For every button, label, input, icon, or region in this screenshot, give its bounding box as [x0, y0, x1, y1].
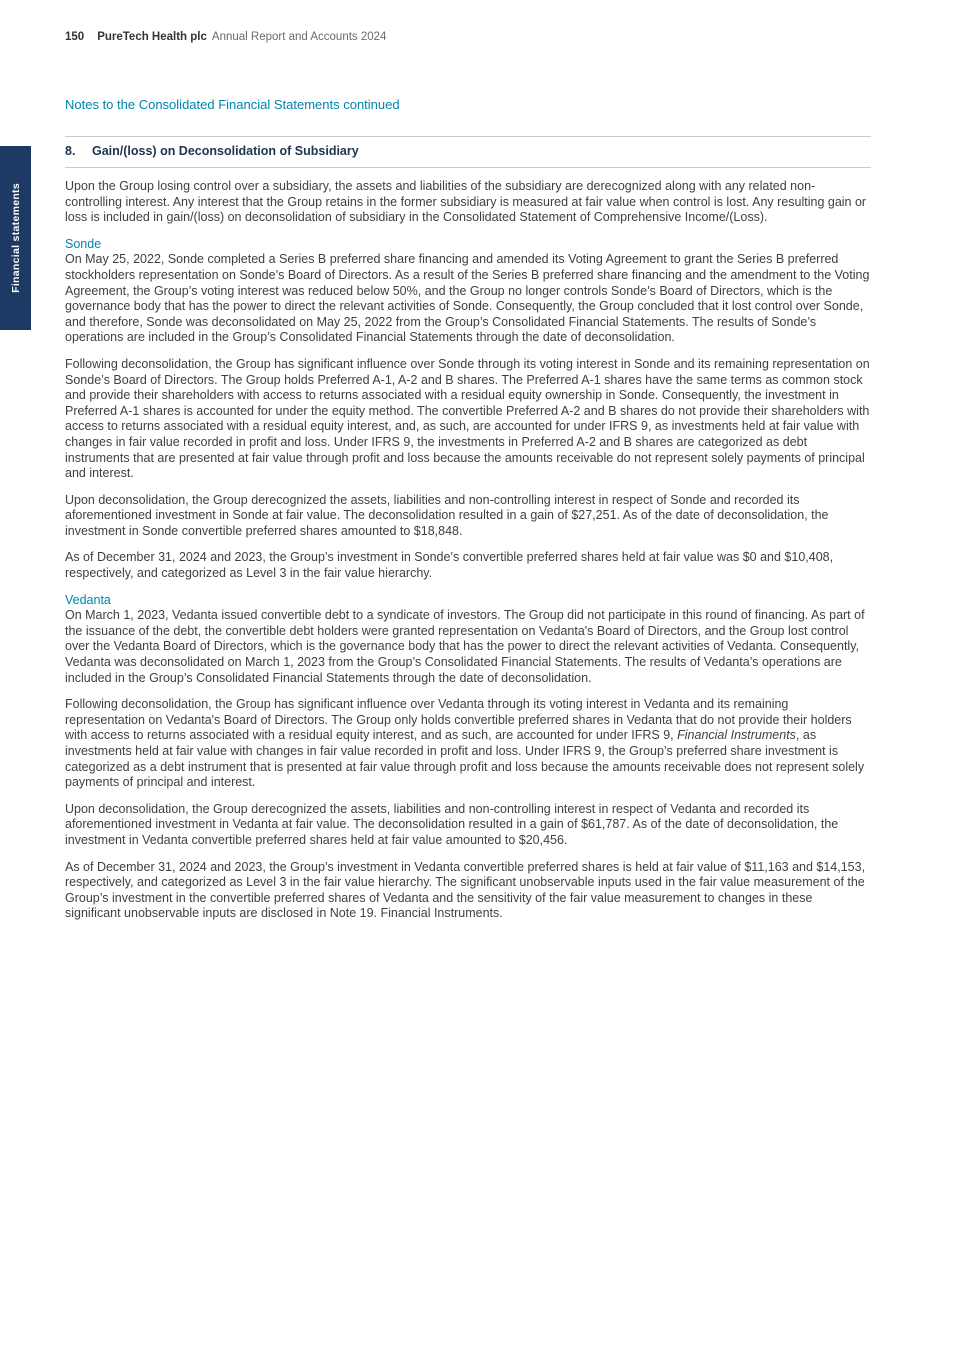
page-header [65, 31, 386, 43]
report-title: Annual Report and Accounts 2024 [211, 31, 387, 43]
notes-heading: Notes to the Consolidated Financial Statements continued [65, 97, 400, 112]
vedanta-paragraph-2-pre: Following deconsolidation, the Group has significant influence over Vedanta through its voting interest in Vedanta and its remaining representation on Vedanta's Board of Directors. The Group only holds convertible preferred shares in Vedanta that do not provide their holders with access to returns associated with a residual equity interest, and as such, are accounted for under IFRS 9, [65, 697, 852, 743]
vedanta-paragraph-2-post: , as investments held at fair value with changes in fair value recorded in profit and loss. Under IFRS 9, the Group’s preferred share investment is categorized as a debt instrument that is presented at fair value through profit and loss because the amounts receivable does not represent solely payments of principal and interest. [65, 728, 865, 790]
sonde-paragraph-4: As of December 31, 2024 and 2023, the Group’s investment in Sonde’s convertible preferred shares held at fair value was $0 and $10,408, respectively, and categorized as Level 3 in the fair value hierarchy. [65, 550, 834, 581]
intro-paragraph: Upon the Group losing control over a subsidiary, the assets and liabilities of the subsidiary are derecognized along with any related non-controlling interest. Any interest that the Group retains in the former subsidiary is measured at fair value when control is lost. Any resulting gain or loss is included in gain/(loss) on deconsolidation of subsidiary in the Consolidated Statement of Comprehensive Income/(Loss). [65, 179, 867, 225]
section-tab-label: Financial statements [9, 183, 22, 293]
sonde-heading: Sonde [65, 236, 102, 251]
section-tab-financial-statements [0, 146, 31, 330]
sonde-paragraph-2: Following deconsolidation, the Group has significant influence over Sonde through its voting interest in Sonde and its remaining representation on Sonde’s Board of Directors. The Group holds Preferred A-1, A-2 and B shares. The Preferred A-1 shares have the same terms as common stock and provide their shareholders with access to returns associated with a residual equity ownership in Sonde. Consequently, the investment in Preferred A-1 shares is accounted for under the equity method. The convertible Preferred A-2 and B shares do not provide their shareholders with access to returns associated with a residual equity interest, and, as such, are accounted for under IFRS 9, as investments held at fair value with changes in fair value recorded in profit and loss. Under IFRS 9, the investments in Preferred A-2 and B shares are categorized as debt instruments that are presented at fair value through profit and loss because the amounts receivable do not represent solely payments of principal and interest. [65, 356, 870, 481]
divider-top [65, 136, 871, 137]
vedanta-paragraph-1: On March 1, 2023, Vedanta issued convertible debt to a syndicate of investors. The Group did not participate in this round of financing. As part of the issuance of the debt, the convertible debt holders were granted representation on Vedanta's Board of Directors, and the Group lost control over the Vedanta Board of Directors, which is the governance body that has the power to direct the relevant activities of Vedanta. Consequently, Vedanta was deconsolidated on March 1, 2023 from the Group’s Consolidated Financial Statements. The results of Vedanta’s operations are included in the Group’s Consolidated Financial Statements through the date of deconsolidation. [65, 608, 865, 685]
vedanta-heading: Vedanta [65, 592, 111, 607]
vedanta-paragraph-2-italic: Financial Instruments [677, 728, 796, 743]
main-content [65, 97, 871, 922]
section-title: Gain/(loss) on Deconsolidation of Subsidiary [92, 144, 359, 158]
vedanta-paragraph-2 [65, 697, 871, 791]
sonde-paragraph-1: On May 25, 2022, Sonde completed a Series B preferred share financing and amended its Voting Agreement to grant the Series B preferred stockholders representation on Sonde’s Board of Directors. As a result of the Series B preferred share financing and the amendment to the Voting Agreement, the Group’s voting interest was reduced below 50%, and the Group no longer controls Sonde’s Board of Directors, which is the governance body that has the power to direct the relevant activities of Sonde. Consequently, the Group concluded that it lost control over Sonde, and therefore, Sonde was deconsolidated on May 25, 2022 from the Group’s Consolidated Financial Statements. The results of Sonde’s operations are included in the Group’s Consolidated Financial Statements through the date of deconsolidation. [65, 252, 870, 345]
section-heading [65, 144, 871, 159]
divider-bottom [65, 167, 871, 168]
vedanta-paragraph-3: Upon deconsolidation, the Group derecognized the assets, liabilities and non-controlling interest in respect of Vedanta and recorded its aforementioned investment in Vedanta at fair value. The deconsolidation resulted in a gain of $61,787. As of the date of deconsolidation, the investment in Vedanta convertible preferred shares held at fair value amounted to $20,456. [65, 801, 839, 847]
vedanta-paragraph-4: As of December 31, 2024 and 2023, the Group’s investment in Vedanta convertible preferred shares is held at fair value of $11,163 and $14,153, respectively, and categorized as Level 3 in the fair value hierarchy. The significant unobservable inputs used in the fair value measurement of the Group’s investment in the convertible preferred shares of Vedanta and the sensitivity of the fair value measurement to changes in these significant unobservable inputs are disclosed in Note 19. Financial Instruments. [65, 859, 866, 921]
sonde-paragraph-3: Upon deconsolidation, the Group derecognized the assets, liabilities and non-controlling interest in respect of Sonde and recorded its aforementioned investment in Sonde at fair value. The deconsolidation resulted in a gain of $27,251. As of the date of deconsolidation, the investment in Sonde convertible preferred shares amounted to $18,848. [65, 492, 829, 538]
section-number: 8. [65, 144, 76, 158]
page-number: 150 [65, 31, 85, 43]
company-name: PureTech Health plc [97, 31, 207, 43]
